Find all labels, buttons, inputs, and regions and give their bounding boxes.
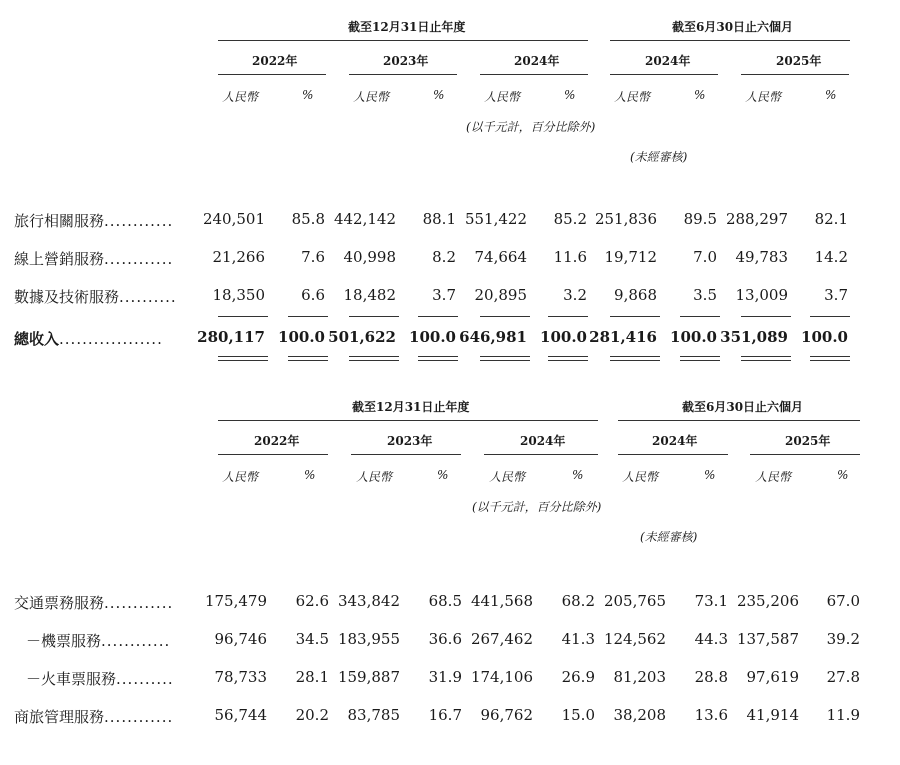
cell-value: 646,981	[459, 328, 527, 346]
cell-value: 56,744	[214, 706, 267, 724]
col-label-pct: %	[837, 468, 849, 482]
row-label: 總收入	[14, 330, 60, 348]
total-double-rule	[418, 356, 458, 361]
cell-value: 8.2	[432, 248, 456, 266]
group-header-annual: 截至12月31日止年度	[352, 400, 470, 414]
cell-value: 6.6	[301, 286, 325, 304]
col-label-rmb: 人民幣	[353, 90, 390, 104]
cell-value: 280,117	[197, 328, 265, 346]
subtotal-rule	[741, 316, 791, 317]
col-label-pct: %	[433, 88, 445, 102]
row-label: 線上營銷服務	[14, 250, 105, 268]
col-label-rmb: 人民幣	[484, 90, 521, 104]
subtotal-rule	[418, 316, 458, 317]
year-header: 2024年	[645, 54, 691, 68]
table-row	[0, 630, 900, 652]
row-leader: ............	[104, 250, 174, 268]
row-leader: ..........	[119, 288, 177, 306]
subtotal-rule	[680, 316, 720, 317]
year-header: 2025年	[776, 54, 822, 68]
cell-value: 38,208	[613, 706, 666, 724]
col-label-rmb: 人民幣	[745, 90, 782, 104]
year-header: 2024年	[520, 434, 566, 448]
col-label-pct: %	[825, 88, 837, 102]
cell-value: 175,479	[204, 592, 267, 610]
cell-value: 281,416	[589, 328, 657, 346]
cell-value: 501,622	[328, 328, 396, 346]
total-double-rule	[680, 356, 720, 361]
cell-value: 82.1	[814, 210, 848, 228]
total-double-rule	[349, 356, 399, 361]
cell-value: 343,842	[337, 592, 400, 610]
group-rule-half-year	[618, 420, 860, 421]
total-row	[0, 328, 900, 350]
cell-value: 96,762	[480, 706, 533, 724]
cell-value: 28.1	[295, 668, 329, 686]
year-rule	[741, 74, 849, 75]
total-double-rule	[741, 356, 791, 361]
col-label-rmb: 人民幣	[622, 470, 659, 484]
subtotal-rule	[349, 316, 399, 317]
row-label: 數據及技術服務	[14, 288, 120, 306]
cell-value: 36.6	[428, 630, 462, 648]
cell-value: 9,868	[614, 286, 657, 304]
cell-value: 441,568	[470, 592, 533, 610]
row-leader: ............	[101, 632, 171, 650]
group-rule-half-year	[610, 40, 850, 41]
travel-services-breakdown-table	[0, 390, 900, 760]
cell-value: 240,501	[202, 210, 265, 228]
cell-value: 26.9	[561, 668, 595, 686]
cell-value: 351,089	[720, 328, 788, 346]
cell-value: 68.5	[428, 592, 462, 610]
col-label-rmb: 人民幣	[222, 90, 259, 104]
revenue-by-segment-table	[0, 0, 900, 380]
cell-value: 73.1	[694, 592, 728, 610]
row-label: 商旅管理服務	[14, 708, 105, 726]
group-header-half-year: 截至6月30日止六個月	[682, 400, 804, 414]
cell-value: 88.1	[422, 210, 456, 228]
year-rule	[349, 74, 457, 75]
year-rule	[218, 454, 328, 455]
cell-value: 11.9	[826, 706, 860, 724]
subtotal-rule	[218, 316, 268, 317]
col-label-pct: %	[572, 468, 584, 482]
cell-value: 85.8	[291, 210, 325, 228]
row-leader: ............	[104, 708, 174, 726]
cell-value: 21,266	[212, 248, 265, 266]
subtotal-rule	[810, 316, 850, 317]
cell-value: 551,422	[464, 210, 527, 228]
cell-value: 137,587	[736, 630, 799, 648]
year-header: 2024年	[514, 54, 560, 68]
cell-value: 205,765	[603, 592, 666, 610]
cell-value: 159,887	[337, 668, 400, 686]
cell-value: 49,783	[735, 248, 788, 266]
cell-value: 235,206	[736, 592, 799, 610]
year-header: 2025年	[785, 434, 831, 448]
group-rule-annual	[218, 40, 588, 41]
cell-value: 100.0	[801, 328, 848, 346]
row-label: 交通票務服務	[14, 594, 105, 612]
cell-value: 89.5	[683, 210, 717, 228]
col-label-pct: %	[304, 468, 316, 482]
cell-value: 74,664	[474, 248, 527, 266]
unaudited-note: (未經審核)	[630, 150, 688, 164]
cell-value: 27.8	[826, 668, 860, 686]
cell-value: 18,482	[343, 286, 396, 304]
cell-value: 100.0	[409, 328, 456, 346]
cell-value: 174,106	[470, 668, 533, 686]
cell-value: 100.0	[278, 328, 325, 346]
subtotal-rule	[288, 316, 328, 317]
total-double-rule	[610, 356, 660, 361]
year-header: 2023年	[387, 434, 433, 448]
row-leader: ..........	[116, 670, 174, 688]
cell-value: 20,895	[474, 286, 527, 304]
cell-value: 96,746	[214, 630, 267, 648]
cell-value: 20.2	[295, 706, 329, 724]
cell-value: 15.0	[561, 706, 595, 724]
group-header-annual: 截至12月31日止年度	[348, 20, 466, 34]
cell-value: 62.6	[295, 592, 329, 610]
cell-value: 100.0	[540, 328, 587, 346]
cell-value: 267,462	[470, 630, 533, 648]
col-label-rmb: 人民幣	[222, 470, 259, 484]
row-leader: ............	[104, 212, 174, 230]
subtotal-rule	[548, 316, 588, 317]
cell-value: 7.6	[301, 248, 325, 266]
table-row	[0, 668, 900, 690]
cell-value: 183,955	[337, 630, 400, 648]
cell-value: 288,297	[725, 210, 788, 228]
col-label-pct: %	[564, 88, 576, 102]
cell-value: 44.3	[694, 630, 728, 648]
unit-note: (以千元計，百分比除外)	[466, 120, 596, 134]
cell-value: 3.7	[824, 286, 848, 304]
year-rule	[618, 454, 728, 455]
total-double-rule	[548, 356, 588, 361]
row-leader: ..................	[59, 330, 163, 348]
cell-value: 83,785	[347, 706, 400, 724]
col-label-rmb: 人民幣	[356, 470, 393, 484]
cell-value: 3.7	[432, 286, 456, 304]
cell-value: 39.2	[826, 630, 860, 648]
cell-value: 41.3	[561, 630, 595, 648]
cell-value: 85.2	[553, 210, 587, 228]
group-header-half-year: 截至6月30日止六個月	[672, 20, 794, 34]
cell-value: 40,998	[343, 248, 396, 266]
total-double-rule	[288, 356, 328, 361]
table-row	[0, 286, 900, 308]
cell-value: 14.2	[814, 248, 848, 266]
total-double-rule	[218, 356, 268, 361]
unit-note: (以千元計，百分比除外)	[472, 500, 602, 514]
year-header: 2023年	[383, 54, 429, 68]
cell-value: 78,733	[214, 668, 267, 686]
col-label-pct: %	[302, 88, 314, 102]
year-rule	[484, 454, 598, 455]
cell-value: 67.0	[826, 592, 860, 610]
total-double-rule	[480, 356, 530, 361]
row-label: －火車票服務	[26, 670, 117, 688]
total-double-rule	[810, 356, 850, 361]
col-label-pct: %	[704, 468, 716, 482]
cell-value: 31.9	[428, 668, 462, 686]
cell-value: 13,009	[735, 286, 788, 304]
cell-value: 7.0	[693, 248, 717, 266]
cell-value: 442,142	[333, 210, 396, 228]
cell-value: 81,203	[613, 668, 666, 686]
col-label-rmb: 人民幣	[489, 470, 526, 484]
cell-value: 19,712	[604, 248, 657, 266]
group-rule-annual	[218, 420, 598, 421]
cell-value: 97,619	[746, 668, 799, 686]
year-header: 2022年	[254, 434, 300, 448]
cell-value: 100.0	[670, 328, 717, 346]
subtotal-rule	[610, 316, 660, 317]
year-rule	[610, 74, 718, 75]
cell-value: 16.7	[428, 706, 462, 724]
table-row	[0, 592, 900, 614]
cell-value: 28.8	[694, 668, 728, 686]
subtotal-rule	[480, 316, 530, 317]
col-label-rmb: 人民幣	[614, 90, 651, 104]
year-rule	[480, 74, 588, 75]
cell-value: 3.5	[693, 286, 717, 304]
cell-value: 34.5	[295, 630, 329, 648]
unaudited-note: (未經審核)	[640, 530, 698, 544]
row-label: 旅行相關服務	[14, 212, 105, 230]
year-header: 2022年	[252, 54, 298, 68]
year-header: 2024年	[652, 434, 698, 448]
col-label-rmb: 人民幣	[755, 470, 792, 484]
col-label-pct: %	[437, 468, 449, 482]
table-row	[0, 248, 900, 270]
cell-value: 124,562	[603, 630, 666, 648]
cell-value: 41,914	[746, 706, 799, 724]
year-rule	[351, 454, 461, 455]
row-leader: ............	[104, 594, 174, 612]
cell-value: 68.2	[561, 592, 595, 610]
cell-value: 3.2	[563, 286, 587, 304]
year-rule	[218, 74, 326, 75]
table-row	[0, 210, 900, 232]
cell-value: 13.6	[694, 706, 728, 724]
year-rule	[750, 454, 860, 455]
row-label: －機票服務	[26, 632, 102, 650]
cell-value: 251,836	[594, 210, 657, 228]
col-label-pct: %	[694, 88, 706, 102]
cell-value: 18,350	[212, 286, 265, 304]
cell-value: 11.6	[553, 248, 587, 266]
table-row	[0, 706, 900, 728]
